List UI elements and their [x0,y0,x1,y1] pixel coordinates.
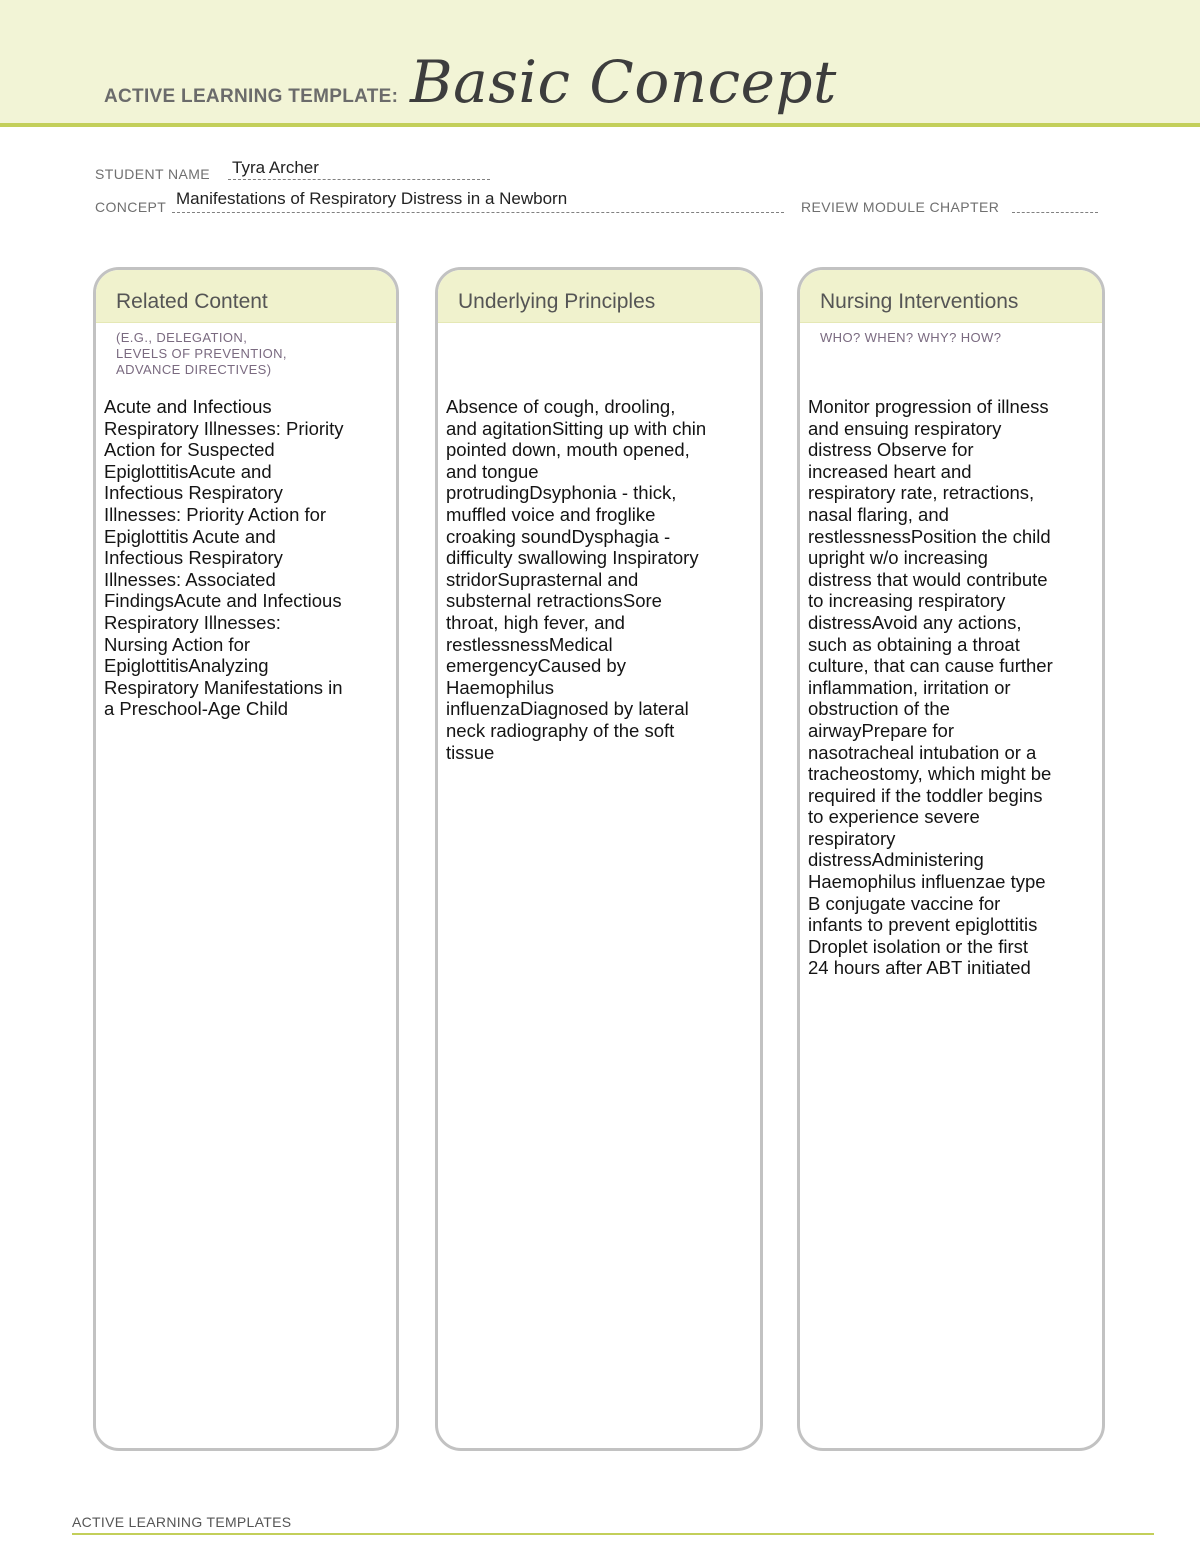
student-name-value[interactable]: Tyra Archer [232,158,319,177]
header-divider [0,123,1200,127]
underlying-principles-body[interactable]: Absence of cough, drooling, and agitationSitting up with chin pointed down, mouth opened, and tongue protrudingDsyphonia - thick, muffled voice and froglike croaking soundDysphagia - difficulty swallowing Inspiratory stridorSuprasternal and substernal retractionsSore throat, high fever, and restlessnessMedical emergencyCaused by Haemophilus influenzaDiagnosed by lateral neck radiography of the soft tissue [446,396,707,763]
concept-line [172,212,784,213]
concept-label: CONCEPT [95,199,167,215]
review-module-chapter-line[interactable] [1012,212,1098,213]
footer-label: ACTIVE LEARNING TEMPLATES [72,1514,292,1530]
nursing-interventions-subtitle: WHO? WHEN? WHY? HOW? [820,330,1002,345]
template-title: Basic Concept [410,48,837,116]
related-content-panel [93,267,399,1451]
related-content-subtitle: (E.G., DELEGATION, LEVELS OF PREVENTION, ADVANCE DIRECTIVES) [116,330,287,377]
underlying-principles-panel [435,267,763,1451]
template-label: ACTIVE LEARNING TEMPLATE: [104,86,399,107]
related-content-body[interactable]: Acute and Infectious Respiratory Illnesses: Priority Action for Suspected EpiglottitisAcute and Infectious Respiratory Illnesses: Priority Action for Epiglottitis Acute and Infectious Respiratory Illnesses: Associated FindingsAcute and Infectious Respiratory Illnesses: Nursing Action for EpiglottitisAnalyzing Respiratory Manifestations in a Preschool-Age Child [104,396,344,720]
footer-divider [72,1533,1154,1535]
underlying-principles-title: Underlying Principles [458,290,656,313]
nursing-interventions-panel [797,267,1105,1451]
student-name-line [228,179,490,180]
nursing-interventions-title: Nursing Interventions [820,290,1019,313]
related-content-title: Related Content [116,290,268,313]
nursing-interventions-body[interactable]: Monitor progression of illness and ensuing respiratory distress Observe for increased heart and respiratory rate, retractions, nasal flaring, and restlessnessPosition the child upright w/o increasing distress that would contribute to increasing respiratory distressAvoid any actions, such as obtaining a throat culture, that can cause further inflammation, irritation or obstruction of the airwayPrepare for nasotracheal intubation or a tracheostomy, which might be required if the toddler begins to experience severe respiratory distressAdministering Haemophilus influenzae type B conjugate vaccine for infants to prevent epiglottitis Droplet isolation or the first 24 hours after ABT initiated [808,396,1053,979]
concept-value[interactable]: Manifestations of Respiratory Distress in a Newborn [176,189,568,208]
student-name-label: STUDENT NAME [95,166,210,182]
review-module-chapter-label: REVIEW MODULE CHAPTER [801,199,1000,215]
